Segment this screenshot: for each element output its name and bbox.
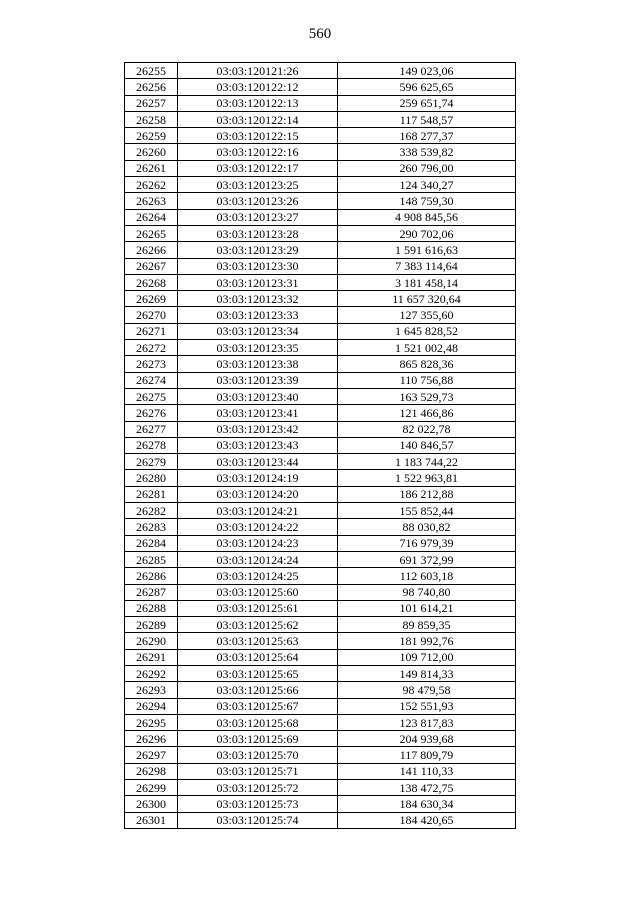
row-number-cell: 26283 bbox=[125, 519, 178, 535]
value-cell: 98 740,80 bbox=[338, 584, 516, 600]
value-cell: 163 529,73 bbox=[338, 388, 516, 404]
table-row bbox=[125, 682, 516, 698]
cadastral-number-cell: 03:03:120123:40 bbox=[178, 388, 338, 404]
cadastral-number-cell: 03:03:120124:25 bbox=[178, 568, 338, 584]
table-row bbox=[125, 144, 516, 160]
row-number-cell: 26271 bbox=[125, 323, 178, 339]
value-cell: 865 828,36 bbox=[338, 356, 516, 372]
value-cell: 152 551,93 bbox=[338, 698, 516, 714]
row-number-cell: 26273 bbox=[125, 356, 178, 372]
row-number-cell: 26272 bbox=[125, 340, 178, 356]
value-cell: 117 809,79 bbox=[338, 747, 516, 763]
value-cell: 89 859,35 bbox=[338, 617, 516, 633]
cadastral-number-cell: 03:03:120123:43 bbox=[178, 437, 338, 453]
value-cell: 1 521 002,48 bbox=[338, 340, 516, 356]
table-row bbox=[125, 193, 516, 209]
table-row bbox=[125, 340, 516, 356]
table-row bbox=[125, 633, 516, 649]
table-row bbox=[125, 649, 516, 665]
value-cell: 596 625,65 bbox=[338, 79, 516, 95]
row-number-cell: 26275 bbox=[125, 388, 178, 404]
row-number-cell: 26274 bbox=[125, 372, 178, 388]
value-cell: 338 539,82 bbox=[338, 144, 516, 160]
table-row bbox=[125, 617, 516, 633]
cadastral-number-cell: 03:03:120123:32 bbox=[178, 291, 338, 307]
table-row bbox=[125, 372, 516, 388]
cadastral-number-cell: 03:03:120124:22 bbox=[178, 519, 338, 535]
row-number-cell: 26264 bbox=[125, 209, 178, 225]
cadastral-number-cell: 03:03:120124:20 bbox=[178, 486, 338, 502]
row-number-cell: 26258 bbox=[125, 111, 178, 127]
row-number-cell: 26295 bbox=[125, 714, 178, 730]
table-row bbox=[125, 568, 516, 584]
table-row bbox=[125, 128, 516, 144]
cadastral-number-cell: 03:03:120122:17 bbox=[178, 160, 338, 176]
cadastral-number-cell: 03:03:120125:67 bbox=[178, 698, 338, 714]
parcel-value-table bbox=[124, 62, 516, 829]
row-number-cell: 26259 bbox=[125, 128, 178, 144]
table-row bbox=[125, 225, 516, 241]
cadastral-number-cell: 03:03:120125:69 bbox=[178, 731, 338, 747]
cadastral-number-cell: 03:03:120123:39 bbox=[178, 372, 338, 388]
value-cell: 140 846,57 bbox=[338, 437, 516, 453]
value-cell: 98 479,58 bbox=[338, 682, 516, 698]
value-cell: 88 030,82 bbox=[338, 519, 516, 535]
cadastral-number-cell: 03:03:120122:14 bbox=[178, 111, 338, 127]
table-row bbox=[125, 291, 516, 307]
cadastral-number-cell: 03:03:120125:62 bbox=[178, 617, 338, 633]
value-cell: 716 979,39 bbox=[338, 535, 516, 551]
table-row bbox=[125, 780, 516, 796]
value-cell: 127 355,60 bbox=[338, 307, 516, 323]
row-number-cell: 26300 bbox=[125, 796, 178, 812]
row-number-cell: 26301 bbox=[125, 812, 178, 828]
table-row bbox=[125, 763, 516, 779]
table-row bbox=[125, 731, 516, 747]
cadastral-number-cell: 03:03:120125:63 bbox=[178, 633, 338, 649]
value-cell: 11 657 320,64 bbox=[338, 291, 516, 307]
table-row bbox=[125, 388, 516, 404]
table-row bbox=[125, 274, 516, 290]
row-number-cell: 26279 bbox=[125, 454, 178, 470]
table-row bbox=[125, 79, 516, 95]
row-number-cell: 26270 bbox=[125, 307, 178, 323]
value-cell: 155 852,44 bbox=[338, 503, 516, 519]
row-number-cell: 26298 bbox=[125, 763, 178, 779]
table-row bbox=[125, 421, 516, 437]
row-number-cell: 26296 bbox=[125, 731, 178, 747]
value-cell: 82 022,78 bbox=[338, 421, 516, 437]
table-row bbox=[125, 209, 516, 225]
table-row bbox=[125, 242, 516, 258]
value-cell: 7 383 114,64 bbox=[338, 258, 516, 274]
cadastral-number-cell: 03:03:120124:24 bbox=[178, 551, 338, 567]
table-row bbox=[125, 307, 516, 323]
cadastral-number-cell: 03:03:120125:73 bbox=[178, 796, 338, 812]
table-row bbox=[125, 258, 516, 274]
row-number-cell: 26268 bbox=[125, 274, 178, 290]
table-row bbox=[125, 454, 516, 470]
row-number-cell: 26256 bbox=[125, 79, 178, 95]
cadastral-number-cell: 03:03:120125:65 bbox=[178, 665, 338, 681]
row-number-cell: 26289 bbox=[125, 617, 178, 633]
cadastral-number-cell: 03:03:120125:60 bbox=[178, 584, 338, 600]
value-cell: 101 614,21 bbox=[338, 600, 516, 616]
cadastral-number-cell: 03:03:120123:28 bbox=[178, 225, 338, 241]
row-number-cell: 26262 bbox=[125, 177, 178, 193]
cadastral-number-cell: 03:03:120123:27 bbox=[178, 209, 338, 225]
value-cell: 181 992,76 bbox=[338, 633, 516, 649]
row-number-cell: 26267 bbox=[125, 258, 178, 274]
value-cell: 121 466,86 bbox=[338, 405, 516, 421]
table-row bbox=[125, 111, 516, 127]
value-cell: 124 340,27 bbox=[338, 177, 516, 193]
cadastral-number-cell: 03:03:120125:71 bbox=[178, 763, 338, 779]
cadastral-number-cell: 03:03:120125:64 bbox=[178, 649, 338, 665]
row-number-cell: 26286 bbox=[125, 568, 178, 584]
table-row bbox=[125, 535, 516, 551]
cadastral-number-cell: 03:03:120124:21 bbox=[178, 503, 338, 519]
cadastral-number-cell: 03:03:120125:68 bbox=[178, 714, 338, 730]
table-row bbox=[125, 503, 516, 519]
cadastral-number-cell: 03:03:120125:72 bbox=[178, 780, 338, 796]
cadastral-number-cell: 03:03:120123:30 bbox=[178, 258, 338, 274]
value-cell: 259 651,74 bbox=[338, 95, 516, 111]
value-cell: 184 630,34 bbox=[338, 796, 516, 812]
row-number-cell: 26282 bbox=[125, 503, 178, 519]
row-number-cell: 26276 bbox=[125, 405, 178, 421]
value-cell: 1 522 963,81 bbox=[338, 470, 516, 486]
table-row bbox=[125, 796, 516, 812]
row-number-cell: 26288 bbox=[125, 600, 178, 616]
table-row bbox=[125, 812, 516, 828]
value-cell: 184 420,65 bbox=[338, 812, 516, 828]
row-number-cell: 26261 bbox=[125, 160, 178, 176]
page-number: 560 bbox=[308, 26, 332, 42]
table-row bbox=[125, 486, 516, 502]
table-row bbox=[125, 665, 516, 681]
row-number-cell: 26260 bbox=[125, 144, 178, 160]
table-row bbox=[125, 160, 516, 176]
row-number-cell: 26277 bbox=[125, 421, 178, 437]
value-cell: 123 817,83 bbox=[338, 714, 516, 730]
cadastral-number-cell: 03:03:120123:34 bbox=[178, 323, 338, 339]
value-cell: 141 110,33 bbox=[338, 763, 516, 779]
cadastral-number-cell: 03:03:120124:19 bbox=[178, 470, 338, 486]
cadastral-number-cell: 03:03:120125:74 bbox=[178, 812, 338, 828]
row-number-cell: 26293 bbox=[125, 682, 178, 698]
cadastral-number-cell: 03:03:120123:41 bbox=[178, 405, 338, 421]
value-cell: 260 796,00 bbox=[338, 160, 516, 176]
table-body bbox=[125, 63, 516, 829]
value-cell: 4 908 845,56 bbox=[338, 209, 516, 225]
table-row bbox=[125, 437, 516, 453]
table-row bbox=[125, 551, 516, 567]
value-cell: 110 756,88 bbox=[338, 372, 516, 388]
value-cell: 112 603,18 bbox=[338, 568, 516, 584]
value-cell: 138 472,75 bbox=[338, 780, 516, 796]
table-row bbox=[125, 470, 516, 486]
row-number-cell: 26266 bbox=[125, 242, 178, 258]
value-cell: 117 548,57 bbox=[338, 111, 516, 127]
value-cell: 109 712,00 bbox=[338, 649, 516, 665]
row-number-cell: 26292 bbox=[125, 665, 178, 681]
value-cell: 290 702,06 bbox=[338, 225, 516, 241]
cadastral-number-cell: 03:03:120125:61 bbox=[178, 600, 338, 616]
cadastral-number-cell: 03:03:120123:29 bbox=[178, 242, 338, 258]
table-row bbox=[125, 519, 516, 535]
table-row bbox=[125, 323, 516, 339]
value-cell: 168 277,37 bbox=[338, 128, 516, 144]
row-number-cell: 26291 bbox=[125, 649, 178, 665]
cadastral-number-cell: 03:03:120122:15 bbox=[178, 128, 338, 144]
value-cell: 691 372,99 bbox=[338, 551, 516, 567]
value-cell: 1 645 828,52 bbox=[338, 323, 516, 339]
table-row bbox=[125, 714, 516, 730]
table-row bbox=[125, 747, 516, 763]
value-cell: 186 212,88 bbox=[338, 486, 516, 502]
cadastral-number-cell: 03:03:120122:13 bbox=[178, 95, 338, 111]
table-row bbox=[125, 600, 516, 616]
table-row bbox=[125, 356, 516, 372]
row-number-cell: 26269 bbox=[125, 291, 178, 307]
table-row bbox=[125, 63, 516, 79]
table-row bbox=[125, 177, 516, 193]
row-number-cell: 26297 bbox=[125, 747, 178, 763]
table-row bbox=[125, 95, 516, 111]
row-number-cell: 26285 bbox=[125, 551, 178, 567]
row-number-cell: 26294 bbox=[125, 698, 178, 714]
row-number-cell: 26257 bbox=[125, 95, 178, 111]
table-row bbox=[125, 405, 516, 421]
value-cell: 149 023,06 bbox=[338, 63, 516, 79]
row-number-cell: 26287 bbox=[125, 584, 178, 600]
row-number-cell: 26263 bbox=[125, 193, 178, 209]
value-cell: 148 759,30 bbox=[338, 193, 516, 209]
value-cell: 1 183 744,22 bbox=[338, 454, 516, 470]
cadastral-number-cell: 03:03:120124:23 bbox=[178, 535, 338, 551]
value-cell: 149 814,33 bbox=[338, 665, 516, 681]
row-number-cell: 26255 bbox=[125, 63, 178, 79]
cadastral-number-cell: 03:03:120123:35 bbox=[178, 340, 338, 356]
row-number-cell: 26278 bbox=[125, 437, 178, 453]
cadastral-number-cell: 03:03:120122:12 bbox=[178, 79, 338, 95]
cadastral-number-cell: 03:03:120123:42 bbox=[178, 421, 338, 437]
cadastral-number-cell: 03:03:120121:26 bbox=[178, 63, 338, 79]
row-number-cell: 26299 bbox=[125, 780, 178, 796]
cadastral-number-cell: 03:03:120123:38 bbox=[178, 356, 338, 372]
cadastral-number-cell: 03:03:120125:66 bbox=[178, 682, 338, 698]
table-row bbox=[125, 584, 516, 600]
row-number-cell: 26290 bbox=[125, 633, 178, 649]
cadastral-number-cell: 03:03:120125:70 bbox=[178, 747, 338, 763]
table-row bbox=[125, 698, 516, 714]
cadastral-number-cell: 03:03:120123:33 bbox=[178, 307, 338, 323]
value-cell: 204 939,68 bbox=[338, 731, 516, 747]
row-number-cell: 26280 bbox=[125, 470, 178, 486]
cadastral-number-cell: 03:03:120123:26 bbox=[178, 193, 338, 209]
cadastral-number-cell: 03:03:120123:44 bbox=[178, 454, 338, 470]
row-number-cell: 26265 bbox=[125, 225, 178, 241]
value-cell: 1 591 616,63 bbox=[338, 242, 516, 258]
cadastral-number-cell: 03:03:120123:31 bbox=[178, 274, 338, 290]
cadastral-number-cell: 03:03:120123:25 bbox=[178, 177, 338, 193]
row-number-cell: 26284 bbox=[125, 535, 178, 551]
cadastral-number-cell: 03:03:120122:16 bbox=[178, 144, 338, 160]
row-number-cell: 26281 bbox=[125, 486, 178, 502]
value-cell: 3 181 458,14 bbox=[338, 274, 516, 290]
